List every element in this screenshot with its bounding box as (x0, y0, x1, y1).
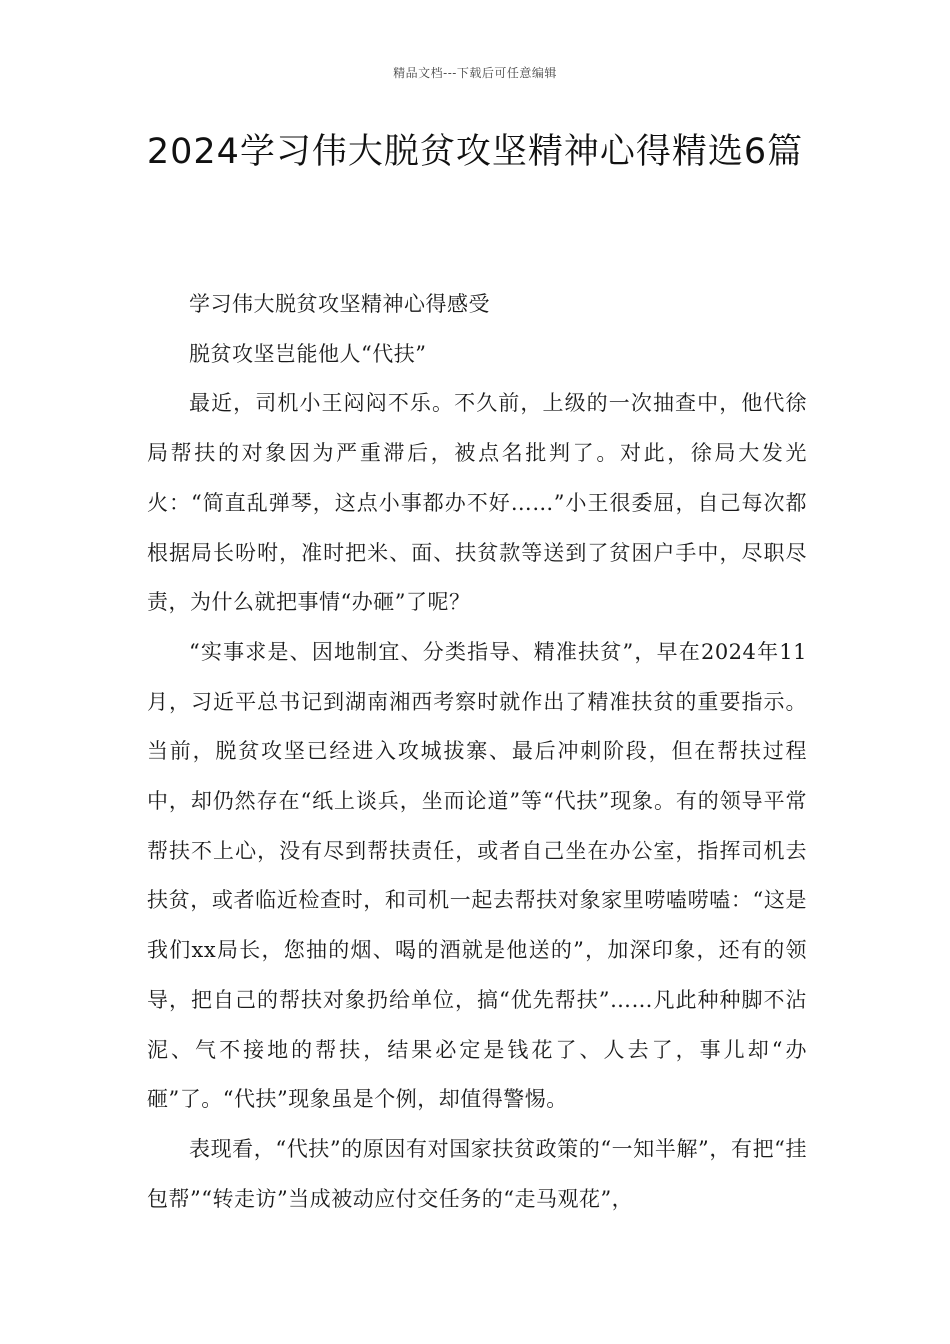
paragraph-heading: 脱贫攻坚岂能他人“代扶” (189, 341, 427, 366)
paragraph: 最近，司机小王闷闷不乐。不久前，上级的一次抽查中，他代徐局帮扶的对象因为严重滞后，被点名批判了。对此，徐局大发光火：“简直乱弹琴，这点小事都办不好……”小王很委屈，自己每次都根据局长吩咐，准时把米、面、扶贫款等送到了贫困户手中，尽职尽责，为什么就把事情“办砸”了呢？ (147, 391, 807, 615)
page-header: 精品文档---下载后可任意编辑 (393, 66, 557, 80)
document-title: 2024学习伟大脱贫攻坚精神心得精选6篇 (146, 132, 804, 172)
paragraph: 表现看，“代扶”的原因有对国家扶贫政策的“一知半解”，有把“挂包帮”“转走访”当成被动应付交任务的“走马观花”， (147, 1136, 807, 1211)
paragraph: “实事求是、因地制宜、分类指导、精准扶贫”，早在2024年11月，习近平总书记到湖南湘西考察时就作出了精准扶贫的重要指示。当前，脱贫攻坚已经进入攻城拔寨、最后冲刺阶段，但在帮扶过程中，却仍然存在“纸上谈兵，坐而论道”等“代扶”现象。有的领导平常帮扶不上心，没有尽到帮扶责任，或者自己坐在办公室，指挥司机去扶贫，或者临近检查时，和司机一起去帮扶对象家里唠嗑唠嗑：“这是我们xx局长，您抽的烟、喝的酒就是他送的”，加深印象，还有的领导，把自己的帮扶对象扔给单位，搞“优先帮扶”……凡此种种脚不沾泥、气不接地的帮扶，结果必定是钱花了、人去了，事儿却“办砸”了。“代扶”现象虽是个例，却值得警惕。 (147, 639, 807, 1112)
paragraph-subtitle: 学习伟大脱贫攻坚精神心得感受 (189, 292, 490, 316)
document-body (147, 280, 807, 1224)
